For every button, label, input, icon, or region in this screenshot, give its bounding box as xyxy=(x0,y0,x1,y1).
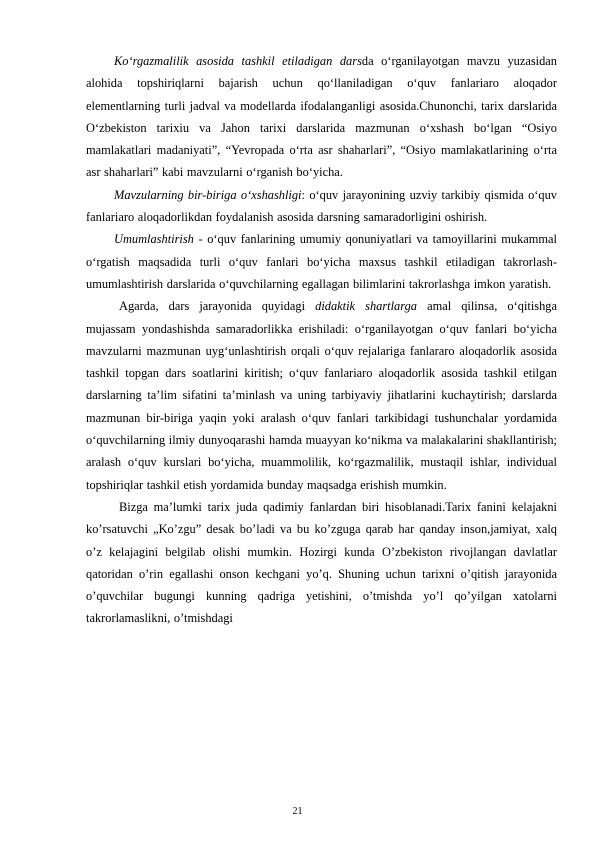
emphasis-term: Umumlashtirish xyxy=(114,232,194,247)
paragraph-text: amal qilinsa, o‘qitishga mujassam yondashishda samaradorlikka erishiladi: o‘rganilayotgan o‘quv fanlari bo‘yicha mavzularni mazmunan uyg‘unlashtirish orqali o‘quv rejalariga fanlararo aloqadorlik asosida tashkil topgan dars soatlarini kiritish; o‘quv fanlariaro aloqadorlik asosida tashkil etilgan darslarning ta’lim sifatini ta’minlash va uning tarbiyaviy jihatlarini kuchaytirish; darslarda mazmunan bir-biriga yaqin yoki aralash o‘quv fanlari tarkibidagi tushunchalar yordamida o‘quvchilarning ilmiy dunyoqarashi hamda muayyan ko‘nikma va malakalarini shakllantirish; aralash o‘quv kurslari bo‘yicha, muammolilik, ko‘rgazmalilik, mustaqil ishlar, individual topshiriqlar tashkil etish yordamida bunday maqsadga erishish mumkin. xyxy=(86,299,557,492)
paragraph-text: Bizga ma’lumki tarix juda qadimiy fanlardan biri hisoblanadi.Tarix fanini kelajakni ko’rsatuvchi „Ko’zgu” desak bo’ladi va bu ko’zguga qarab har qanday inson,jamiyat, xalq o’z kelajagini belgilab olishi mumkin. Hozirgi kunda O’zbekiston rivojlangan davlatlar qatoridan o’rin egallashi onson kechgani yo’q. Shuning uchun tarixni o’qitish jarayonida o’quvchilar bugungi kunning qadriga yetishini, o’tmishda yo’l qo’yilgan xatolarni takrorlamaslikni, o’tmishdagi xyxy=(86,499,557,626)
page-number: 21 xyxy=(292,806,303,817)
paragraph-text: : o‘quv jarayonining uzviy tarkibiy qismida o‘quv fanlariaro aloqadorlikdan foydalanish asosida darsning samaradorligini oshirish. xyxy=(86,187,557,225)
paragraph-topic-similarity xyxy=(86,184,557,229)
emphasis-term: Mavzularning bir-biriga o‘xshashligi xyxy=(114,187,302,202)
emphasis-term: didaktik shartlarga xyxy=(315,299,417,314)
paragraph-text: da o‘rganilayotgan mavzu yuzasidan alohida topshiriqlarni bajarish uchun qo‘llaniladigan o‘quv fanlariaro aloqador elementlarning turli jadval va modellarda ifodalanganligi asosida.Chunonchi, tarix darslarida O‘zbekiston tarixiu va Jahon tarixi darslarida mazmunan o‘xshash bo‘lgan “Osiyo mamlakatlari madaniyati”, “Yevropada o‘rta asr shaharlari”, “Osiyo mamlakatlarining o‘rta asr shaharlari” kabi mavzularni o‘rganish bo‘yicha. xyxy=(86,54,557,180)
document-body xyxy=(86,50,557,630)
paragraph-history-mirror xyxy=(86,496,557,630)
paragraph-visual-lesson xyxy=(86,50,557,184)
paragraph-didactic-conditions xyxy=(86,295,557,496)
paragraph-text-before: Agarda, dars jarayonida quyidagi xyxy=(119,299,316,314)
emphasis-term: Ko‘rgazmalilik asosida tashkil etiladigan dars xyxy=(114,54,362,68)
paragraph-generalization xyxy=(86,228,557,295)
paragraph-text: - o‘quv fanlarining umumiy qonuniyatlari va tamoyillarini mukammal o‘rgatish maqsadida turli o‘quv fanlari bo‘yicha maxsus tashkil etiladigan takrorlash-umumlashtirish darslarida o‘quvchilarning egallagan bilimlarini takrorlashga imkon yaratish. xyxy=(86,232,557,291)
